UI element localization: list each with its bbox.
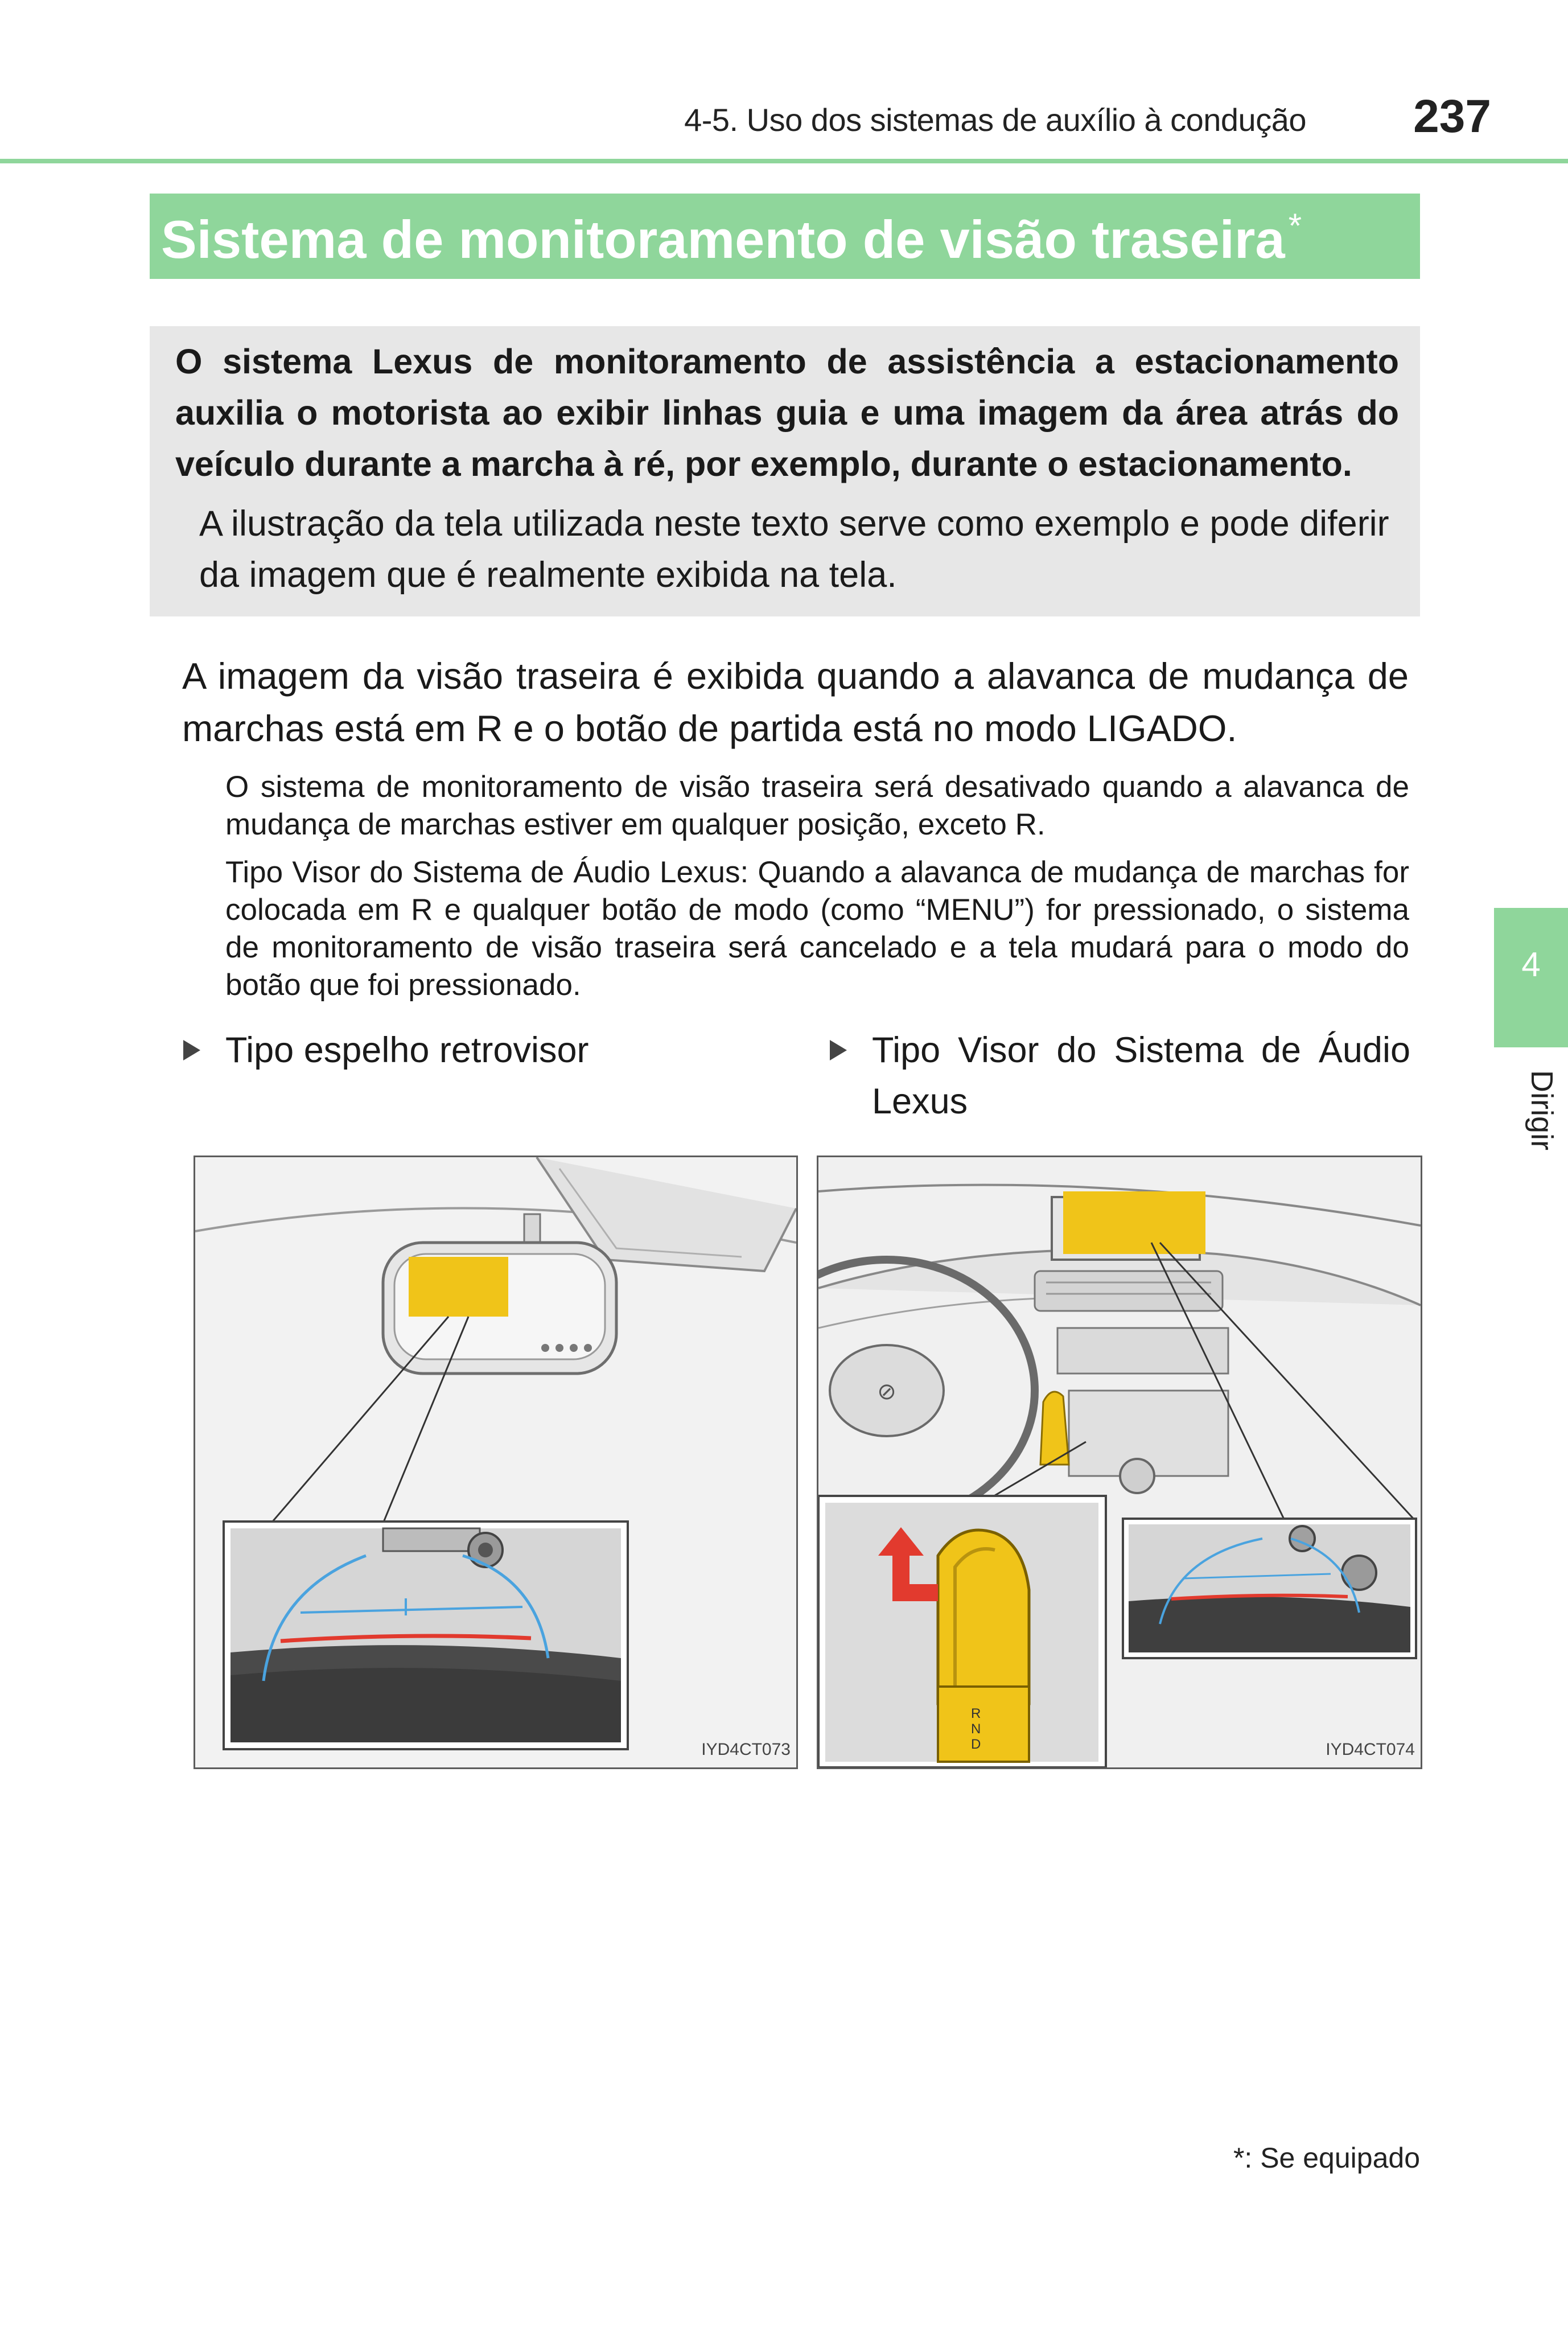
shifter-label-r: R [971, 1706, 981, 1721]
section-title: 4-5. Uso dos sistemas de auxílio à condução [684, 102, 1306, 138]
body-paragraph: A imagem da visão traseira é exibida quando a alavanca de mudança de marchas está em R e o botão de partida está no modo LIGADO. [182, 655, 1409, 749]
page-title-text: Sistema de monitoramento de visão traseira [161, 209, 1285, 269]
footnote-text: : Se equipado [1244, 2142, 1420, 2174]
audio-display-illustration [817, 1156, 1422, 1769]
footnote-mark: * [1233, 2142, 1245, 2174]
intro-note: A ilustração da tela utilizada neste texto serve como exemplo e pode diferir da imagem que é realmente exibida na tela. [199, 504, 1389, 595]
page-title [161, 206, 1302, 270]
shifter-label-n: N [971, 1721, 981, 1737]
mirror-illustration [194, 1156, 798, 1769]
chapter-number: 4 [1521, 945, 1541, 984]
footnote [1224, 2141, 1420, 2174]
header-rule [0, 159, 1568, 163]
figure-code-left: IYD4CT073 [701, 1740, 791, 1759]
intro-summary: O sistema Lexus de monitoramento de assistência a estacionamento auxilia o motorista ao exibir linhas guia e uma imagem da área atrás do veículo durante a marcha à ré, por exemplo, durante o estacionamento. [175, 342, 1399, 483]
svg-text:⊘: ⊘ [877, 1379, 896, 1404]
page-number: 237 [1413, 91, 1491, 142]
equipped-mark: * [1288, 207, 1302, 245]
mirror-illustration-drawing [195, 1157, 796, 1767]
figure-code-right: IYD4CT074 [1326, 1740, 1415, 1759]
shifter-label-d: D [971, 1737, 981, 1752]
body-note-audio-display: Tipo Visor do Sistema de Áudio Lexus: Quando a alavanca de mudança de marchas for colocada em R e qualquer botão de modo (como “MENU”) for pressionado, o sistema de monitoramento de visão traseira será cancelado e a tela mudará para o modo do botão que foi pressionado. [225, 856, 1409, 1002]
bullet-triangle-icon [183, 1040, 200, 1060]
audio-display-highlight [1063, 1191, 1205, 1254]
chapter-label: Dirigir [1525, 1070, 1559, 1150]
body-note-deactivation: O sistema de monitoramento de visão traseira será desativado quando a alavanca de mudança de marchas estiver em qualquer posição, exceto R. [225, 770, 1409, 841]
subsection-mirror-type: Tipo espelho retrovisor [225, 1030, 589, 1070]
bullet-triangle-icon [830, 1040, 847, 1060]
mirror-display-highlight [409, 1257, 508, 1317]
audio-display-illustration-drawing [818, 1157, 1421, 1767]
subsection-audio-display-type: Tipo Visor do Sistema de Áudio Lexus [872, 1030, 1410, 1121]
